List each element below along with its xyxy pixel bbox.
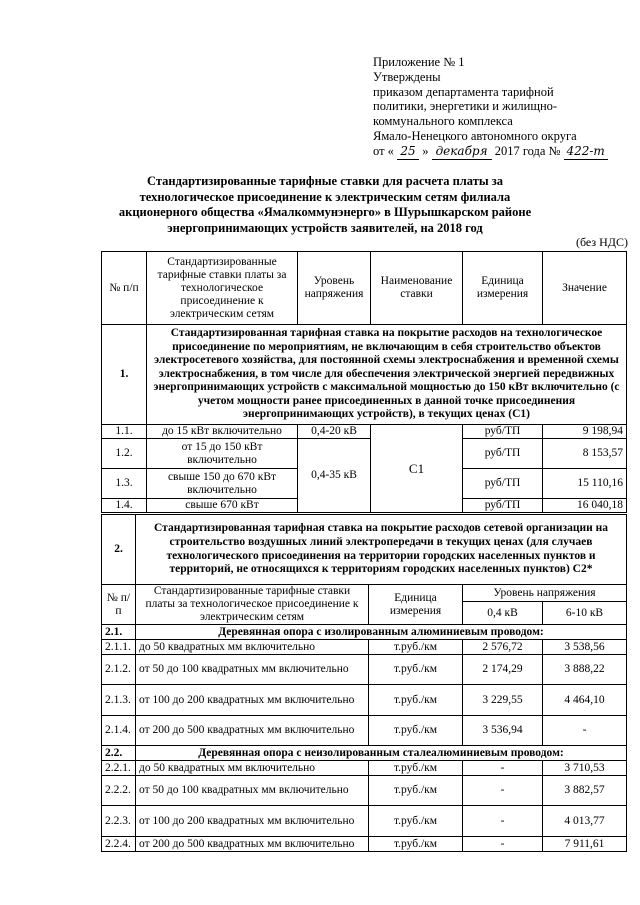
row-value-04: 2 174,29 xyxy=(463,655,543,685)
handwritten-month: декабря xyxy=(432,144,492,160)
section-description: Стандартизированная тарифная ставка на покрытие расходов сетевой организации на строительство воздушных линий электропередачи в текущих ценах (для случаев технологического присоединения на территории городских населенных пунктов и территорий, не относящихся к территориям городских населенных пунктов) С2* xyxy=(136,515,627,585)
row-description: от 200 до 500 квадратных мм включительно xyxy=(136,716,369,746)
header-num: № п/п xyxy=(102,252,147,325)
table-row xyxy=(102,837,627,852)
table-row xyxy=(102,439,627,469)
table-row xyxy=(102,685,627,716)
row-number: 2.2.3. xyxy=(102,806,136,837)
row-description: до 50 квадратных мм включительно xyxy=(136,761,369,776)
row-value-610: 3 710,53 xyxy=(543,761,627,776)
section-description: Стандартизированная тарифная ставка на покрытие расходов на технологическое присоединение по мероприятиям, не включающим в себя строительство объектов электросетевого хозяйства, для постоянной схемы электроснабжения и временной схемы электроснабжения, в том числе для обеспечения электрической энергией передвижных энергопринимающих устройств с максимальной мощностью до 150 кВт включительно (с учетом мощности ранее присоединенных в данной точке присоединения энергопринимающих устройств), в текущих ценах (С1) xyxy=(147,325,627,425)
row-description: свыше 670 кВт xyxy=(147,499,298,513)
row-voltage: 0,4-20 кВ xyxy=(298,425,371,439)
row-unit: т.руб./км xyxy=(369,655,463,685)
appendix-line: политики, энергетики и жилищно- xyxy=(373,99,558,114)
row-value: 15 110,16 xyxy=(543,469,627,499)
row-unit: т.руб./км xyxy=(369,806,463,837)
table-row xyxy=(102,640,627,655)
date-year: 2017 года № xyxy=(494,143,561,158)
row-unit: т.руб./км xyxy=(369,776,463,806)
group-title: Деревянная опора с неизолированным сталеалюминиевым проводом: xyxy=(136,746,627,761)
header-voltage-level: Уровень напряжения xyxy=(463,585,627,602)
row-number: 1.2. xyxy=(102,439,147,469)
header-unit: Единица измерения xyxy=(369,585,463,625)
row-unit: т.руб./км xyxy=(369,716,463,746)
row-description: до 15 кВт включительно xyxy=(147,425,298,439)
date-prefix: от « xyxy=(373,143,394,158)
row-number: 2.1.2. xyxy=(102,655,136,685)
row-value: 16 040,18 xyxy=(543,499,627,513)
header-rate-name: Наименование ставки xyxy=(371,252,463,325)
row-number: 1.4. xyxy=(102,499,147,513)
row-unit: руб/ТП xyxy=(463,469,543,499)
appendix-line: Ямало-Ненецкого автономного округа xyxy=(373,128,577,143)
row-unit: т.руб./км xyxy=(369,761,463,776)
row-value: 8 153,57 xyxy=(543,439,627,469)
row-number: 1.3. xyxy=(102,469,147,499)
group-header-row xyxy=(102,746,627,761)
table-header-row xyxy=(102,585,627,602)
header-rate-description: Стандартизированные тарифные ставки платы за технологическое присоединение к электрическим сетям xyxy=(136,585,369,625)
row-number: 2.1.3. xyxy=(102,685,136,716)
header-num: № п/п xyxy=(102,585,136,625)
table-header-row xyxy=(102,252,627,325)
date-mid: » xyxy=(422,143,429,158)
row-value-04: 3 536,94 xyxy=(463,716,543,746)
row-value-610: 3 538,56 xyxy=(543,640,627,655)
header-unit: Единица измерения xyxy=(463,252,543,325)
handwritten-day: 25 xyxy=(397,144,419,160)
row-value-610: 4 013,77 xyxy=(543,806,627,837)
row-number: 2.2.1. xyxy=(102,761,136,776)
approval-block xyxy=(373,55,633,160)
row-description: от 200 до 500 квадратных мм включительно xyxy=(136,837,369,852)
section-row xyxy=(102,515,627,585)
row-value-610: 3 888,22 xyxy=(543,655,627,685)
group-header-row xyxy=(102,625,627,640)
row-value-04: - xyxy=(463,806,543,837)
rate-name-cell: С1 xyxy=(371,425,463,513)
row-unit: руб/ТП xyxy=(463,439,543,469)
header-voltage: Уровень напряжения xyxy=(298,252,371,325)
row-unit: т.руб./км xyxy=(369,685,463,716)
row-number: 2.2.2. xyxy=(102,776,136,806)
table-row xyxy=(102,806,627,837)
row-description: от 50 до 100 квадратных мм включительно xyxy=(136,776,369,806)
section-number: 2. xyxy=(102,515,136,585)
row-description: свыше 150 до 670 кВт включительно xyxy=(147,469,298,499)
row-value-04: 2 576,72 xyxy=(463,640,543,655)
document-title: Стандартизированные тарифные ставки для расчета платы за технологическое присоединение к электрическим сетям филиала акционерного общества «Ямалкоммунэнерго» в Шурышкарском районе энергопринимающих устройств заявителей, на 2018 год xyxy=(118,174,532,235)
row-value-04: 3 229,55 xyxy=(463,685,543,716)
header-voltage-610: 6-10 кВ xyxy=(543,602,627,625)
header-voltage-04: 0,4 кВ xyxy=(463,602,543,625)
table-row xyxy=(102,716,627,746)
section-number: 1. xyxy=(102,325,147,425)
row-description: от 100 до 200 квадратных мм включительно xyxy=(136,685,369,716)
row-number: 2.2.4. xyxy=(102,837,136,852)
row-unit: т.руб./км xyxy=(369,837,463,852)
row-number: 2.1.4. xyxy=(102,716,136,746)
vat-note: (без НДС) xyxy=(575,235,628,249)
row-unit: руб/ТП xyxy=(463,425,543,439)
row-value: 9 198,94 xyxy=(543,425,627,439)
tariff-table-c2 xyxy=(101,514,627,852)
group-number: 2.1. xyxy=(102,625,136,640)
table-row xyxy=(102,655,627,685)
tariff-table-c1 xyxy=(101,251,627,513)
row-number: 1.1. xyxy=(102,425,147,439)
row-unit: т.руб./км xyxy=(369,640,463,655)
table-row xyxy=(102,761,627,776)
row-unit: руб/ТП xyxy=(463,499,543,513)
row-value-610: - xyxy=(543,716,627,746)
row-value-04: - xyxy=(463,761,543,776)
header-value: Значение xyxy=(543,252,627,325)
header-rate-description: Стандартизированные тарифные ставки платы за технологическое присоединение к электрическим сетям xyxy=(147,252,298,325)
group-title: Деревянная опора с изолированным алюминиевым проводом: xyxy=(136,625,627,640)
row-description: от 15 до 150 кВт включительно xyxy=(147,439,298,469)
appendix-line: приказом департамента тарифной xyxy=(373,84,554,99)
row-value-04: - xyxy=(463,837,543,852)
row-value-04: - xyxy=(463,776,543,806)
order-date-line xyxy=(373,144,633,160)
handwritten-order-number: 422-т xyxy=(564,144,608,160)
row-description: от 50 до 100 квадратных мм включительно xyxy=(136,655,369,685)
row-value-610: 7 911,61 xyxy=(543,837,627,852)
row-value-610: 3 882,57 xyxy=(543,776,627,806)
row-number: 2.1.1. xyxy=(102,640,136,655)
appendix-line: коммунального комплекса xyxy=(373,114,513,129)
table-row xyxy=(102,776,627,806)
table-row xyxy=(102,425,627,439)
row-description: от 100 до 200 квадратных мм включительно xyxy=(136,806,369,837)
appendix-line: Приложение № 1 xyxy=(373,55,465,69)
group-number: 2.2. xyxy=(102,746,136,761)
voltage-merged-cell: 0,4-35 кВ xyxy=(298,439,371,513)
row-description: до 50 квадратных мм включительно xyxy=(136,640,369,655)
section-row xyxy=(102,325,627,425)
row-value-610: 4 464,10 xyxy=(543,685,627,716)
appendix-line: Утверждены xyxy=(373,69,441,84)
